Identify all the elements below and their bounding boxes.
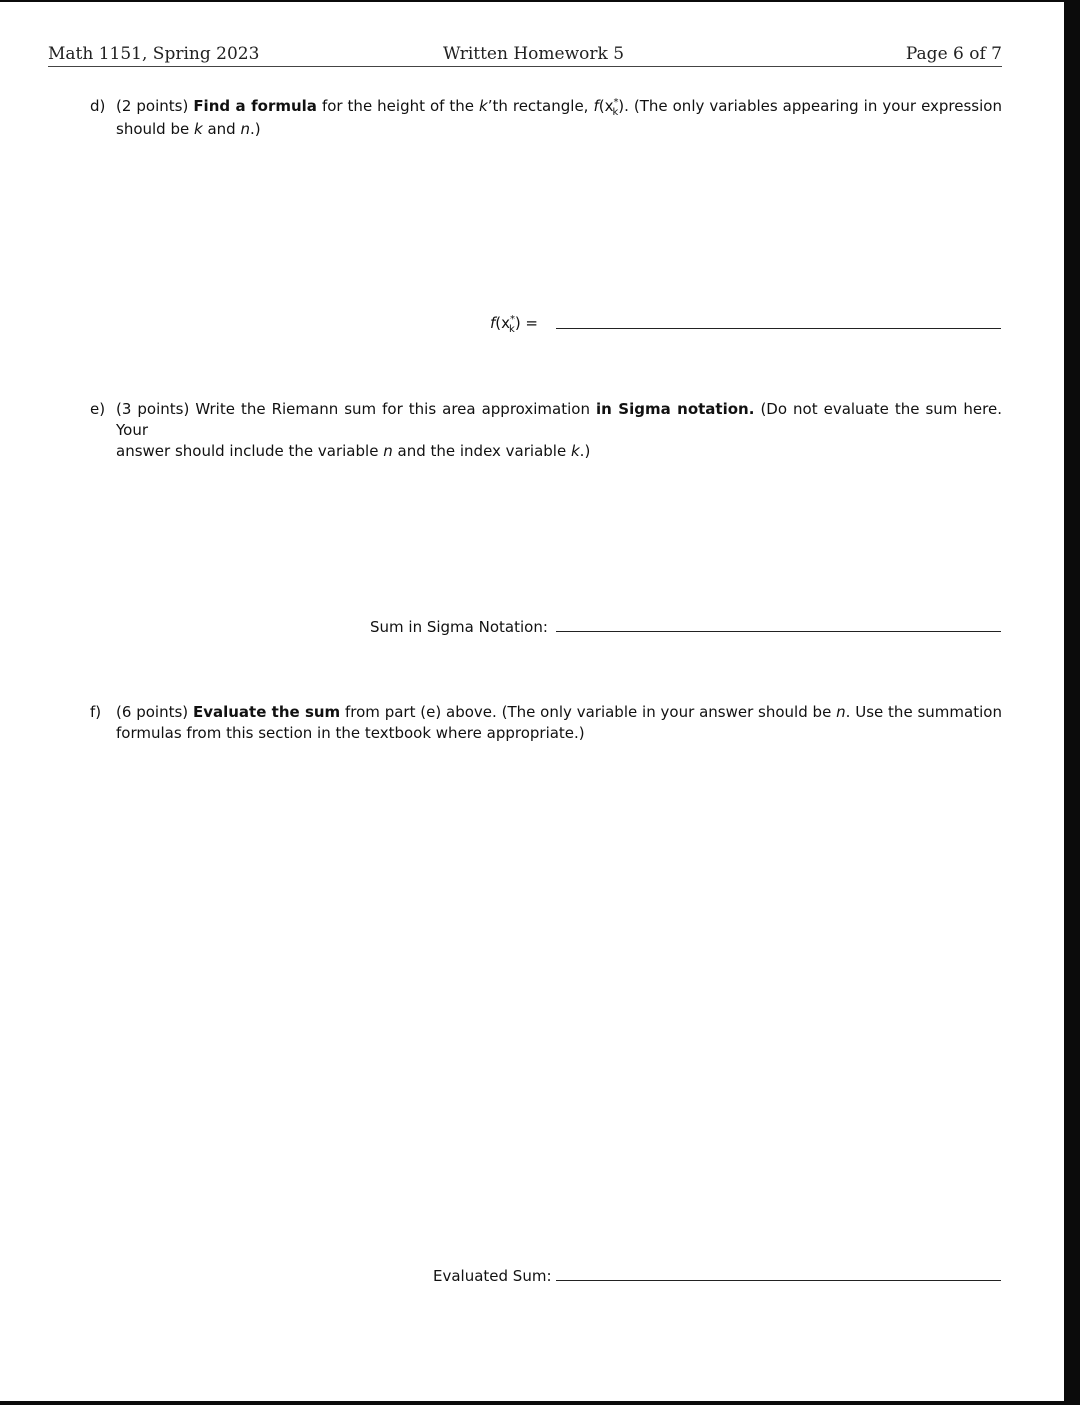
question-e-line-1 [90,399,1002,441]
question-e-text-2: (Do not evaluate the sum here. Your [116,400,1002,439]
question-f-emphasis: Evaluate the sum [192,703,341,721]
question-f-line-1: f) (6 points) Evaluate the sum from part (e) above. (The only variable in your answer should be n. Use the summation [90,703,1002,721]
question-f-points: (6 points) [116,703,189,721]
answer-d-label: $f(x^*_k)$ = [490,314,539,335]
question-f [90,702,1002,744]
question-d-text-1: for the height of the [321,97,475,115]
question-e-text-1: Write the Riemann sum for this area approximation [195,400,590,418]
answer-f-line[interactable] [556,1280,1001,1281]
answer-e-label: Sum in Sigma Notation: [370,618,548,636]
answer-f-label: Evaluated Sum: [433,1267,552,1285]
question-d-text-3: (The only variables appearing in your expression [633,97,1002,115]
question-d-function: $f(x^*_k)$. [593,97,629,118]
question-d-emphasis: Find a formula [193,97,317,115]
question-d-line-1 [90,96,1002,119]
answer-d-line[interactable] [556,328,1001,329]
question-f-line-2: formulas from this section in the textbook where appropriate.) [116,724,585,742]
homework-page [0,2,1064,1401]
question-e-line-2: answer should include the variable n and the index variable k.) [116,442,591,460]
page-number: Page 6 of 7 [905,44,1002,64]
question-d-text-2: ’th rectangle, [487,97,589,115]
question-d-line-2: should be k and n.) [116,120,261,138]
question-d-var-k: k [479,97,488,115]
page-header [48,44,1002,68]
question-e [90,399,1002,462]
question-d-label: d) [90,97,106,115]
assignment-title: Written Homework 5 [443,44,625,64]
course-label: Math 1151, Spring 2023 [48,44,260,64]
question-d [90,96,1002,140]
question-e-emphasis: in Sigma notation. [595,400,755,418]
question-e-label: e) [90,400,106,418]
question-f-label: f) [90,703,102,721]
header-divider [48,66,1002,67]
question-d-points: (2 points) [116,97,189,115]
question-f-text-1: from part (e) above. (The only variable in your answer should be [345,703,832,721]
answer-e-line[interactable] [556,631,1001,632]
question-e-points: (3 points) [116,400,190,418]
